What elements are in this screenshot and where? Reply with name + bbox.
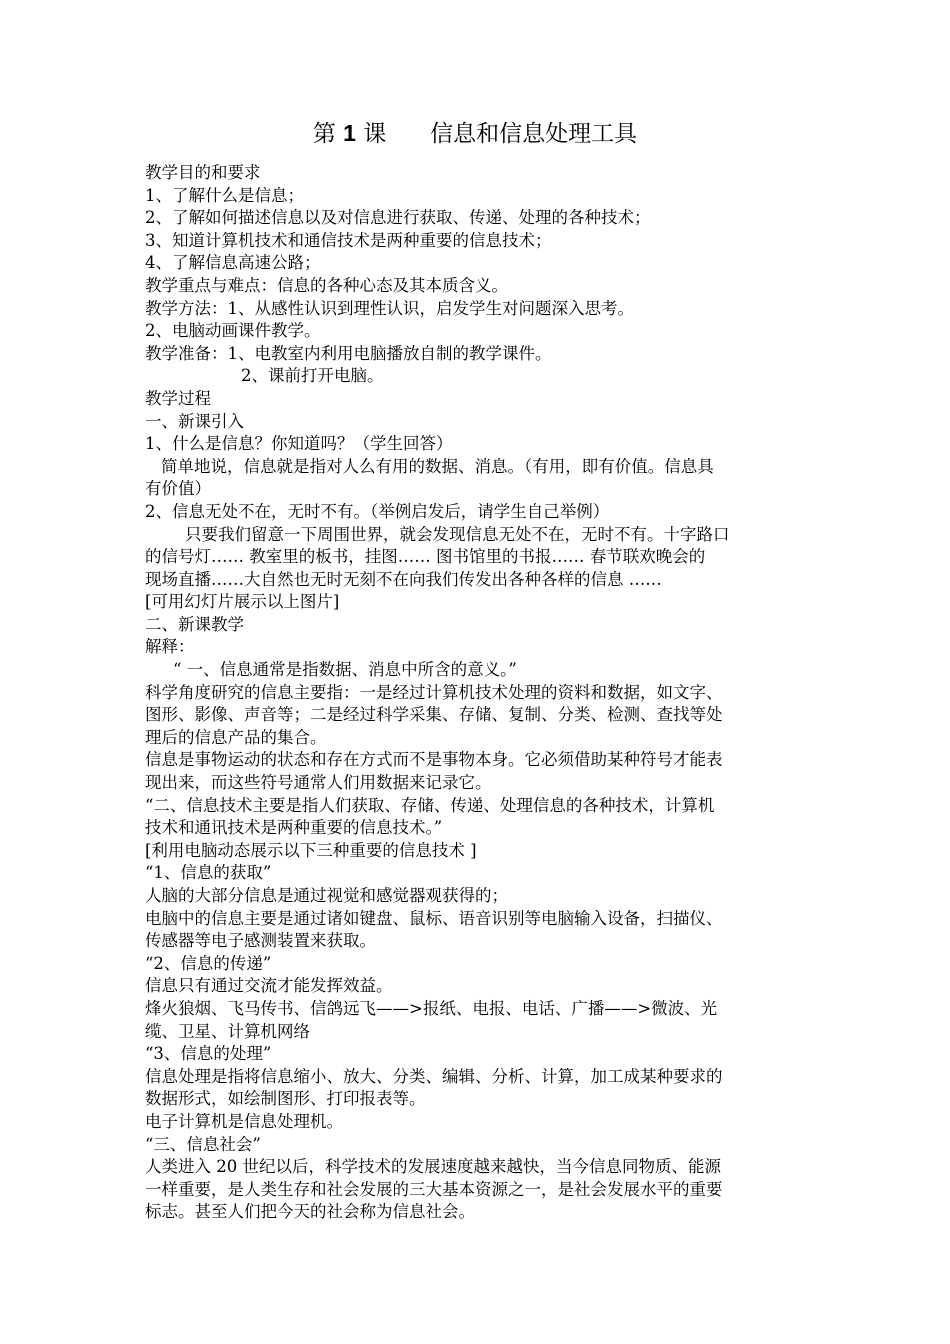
subsection-heading: “3、信息的处理” bbox=[145, 1044, 272, 1064]
key-points: 教学重点与难点：信息的各种心态及其本质含义。 bbox=[145, 275, 508, 295]
paragraph-line: [利用电脑动态展示以下三种重要的信息技术 ] bbox=[145, 840, 477, 860]
objective-item: 4、了解信息高速公路； bbox=[145, 253, 321, 273]
paragraph-line: [可用幻灯片展示以上图片] bbox=[145, 592, 340, 612]
paragraph-line: 信息是事物运动的状态和存在方式而不是事物本身。它必须借助某种符号才能表 bbox=[145, 750, 723, 770]
paragraph-line: 数据形式，如绘制图形、打印报表等。 bbox=[145, 1089, 426, 1109]
paragraph-line: 现场直播……大自然也无时无刻不在向我们传发出各种各样的信息 …… bbox=[145, 569, 662, 589]
paragraph-line: 电脑中的信息主要是通过诸如键盘、鼠标、语音识别等电脑输入设备，扫描仪、 bbox=[145, 908, 723, 928]
teaching-method: 教学方法：1、从感性认识到理性认识，启发学生对问题深入思考。 bbox=[145, 298, 634, 318]
objective-item: 1、了解什么是信息； bbox=[145, 185, 304, 205]
subsection-heading: “2、信息的传递” bbox=[145, 953, 272, 973]
paragraph-line: 技术和通讯技术是两种重要的信息技术。” bbox=[145, 818, 443, 838]
section-heading: 二、新课教学 bbox=[145, 614, 244, 634]
page-title bbox=[0, 116, 950, 151]
paragraph-line: 信息只有通过交流才能发挥效益。 bbox=[145, 976, 393, 996]
section-heading: 一、新课引入 bbox=[145, 411, 244, 431]
teaching-prep: 教学准备：1、电教室内利用电脑播放自制的教学课件。 bbox=[145, 343, 552, 363]
heading-objectives: 教学目的和要求 bbox=[145, 163, 261, 182]
paragraph-line: 现出来，而这些符号通常人们用数据来记录它。 bbox=[145, 773, 492, 793]
paragraph-line: 图形、影像、声音等；二是经过科学采集、存储、复制、分类、检测、查找等处 bbox=[145, 705, 723, 725]
paragraph-line: 的信号灯…… 教室里的板书，挂图…… 图书馆里的书报…… 春节联欢晚会的 bbox=[145, 547, 706, 567]
objective-item: 3、知道计算机技术和通信技术是两种重要的信息技术； bbox=[145, 230, 552, 250]
section-heading: “三、信息社会” bbox=[145, 1134, 261, 1154]
paragraph-line: 标志。甚至人们把今天的社会称为信息社会。 bbox=[145, 1202, 475, 1222]
paragraph-line: 缆、卫星、计算机网络 bbox=[145, 1021, 310, 1041]
paragraph-line: 1、什么是信息？你知道吗？（学生回答） bbox=[145, 434, 453, 454]
title-text: 课 信息和信息处理工具 bbox=[355, 121, 638, 147]
heading-process: 教学过程 bbox=[145, 388, 211, 408]
paragraph-line: 解释： bbox=[145, 637, 195, 657]
paragraph-line: 有价值） bbox=[145, 479, 211, 499]
paragraph-line: 人类进入 20 世纪以后，科学技术的发展速度越来越快，当今信息同物质、能源 bbox=[145, 1157, 721, 1177]
paragraph-line: 传感器等电子感测装置来获取。 bbox=[145, 931, 376, 951]
paragraph-line: 烽火狼烟、飞马传书、信鸽远飞——>报纸、电报、电话、广播——>微波、光 bbox=[145, 998, 718, 1018]
paragraph-line: “二、信息技术主要是指人们获取、存储、传递、处理信息的各种技术，计算机 bbox=[145, 795, 715, 815]
paragraph-line: 只要我们留意一下周围世界，就会发现信息无处不在，无时不有。十字路口 bbox=[185, 524, 730, 544]
paragraph-line: 简单地说，信息就是指对人么有用的数据、消息。（有用，即有价值。信息具 bbox=[161, 456, 714, 476]
title-lesson-number: 1 bbox=[343, 120, 356, 146]
paragraph-line: 理后的信息产品的集合。 bbox=[145, 727, 327, 747]
paragraph-line: 信息处理是指将信息缩小、放大、分类、编辑、分析、计算，加工成某种要求的 bbox=[145, 1066, 723, 1086]
paragraph-line: “ 一、信息通常是指数据、消息中所含的意义。” bbox=[173, 660, 517, 680]
paragraph-line: 2、信息无处不在，无时不有。（举例启发后，请学生自己举例） bbox=[145, 501, 610, 521]
teaching-method: 2、电脑动画课件教学。 bbox=[145, 321, 321, 341]
teaching-prep: 2、课前打开电脑。 bbox=[241, 366, 384, 386]
subsection-heading: “1、信息的获取” bbox=[145, 863, 272, 883]
paragraph-line: 电子计算机是信息处理机。 bbox=[145, 1111, 343, 1131]
paragraph-line: 科学角度研究的信息主要指：一是经过计算机技术处理的资料和数据，如文字、 bbox=[145, 682, 723, 702]
title-prefix: 第 bbox=[312, 121, 344, 147]
lesson-body bbox=[145, 162, 810, 1224]
paragraph-line: 人脑的大部分信息是通过视觉和感觉器观获得的； bbox=[145, 886, 508, 905]
paragraph-line: 一样重要，是人类生存和社会发展的三大基本资源之一，是社会发展水平的重要 bbox=[145, 1179, 723, 1199]
objective-item: 2、了解如何描述信息以及对信息进行获取、传递、处理的各种技术； bbox=[145, 208, 651, 228]
